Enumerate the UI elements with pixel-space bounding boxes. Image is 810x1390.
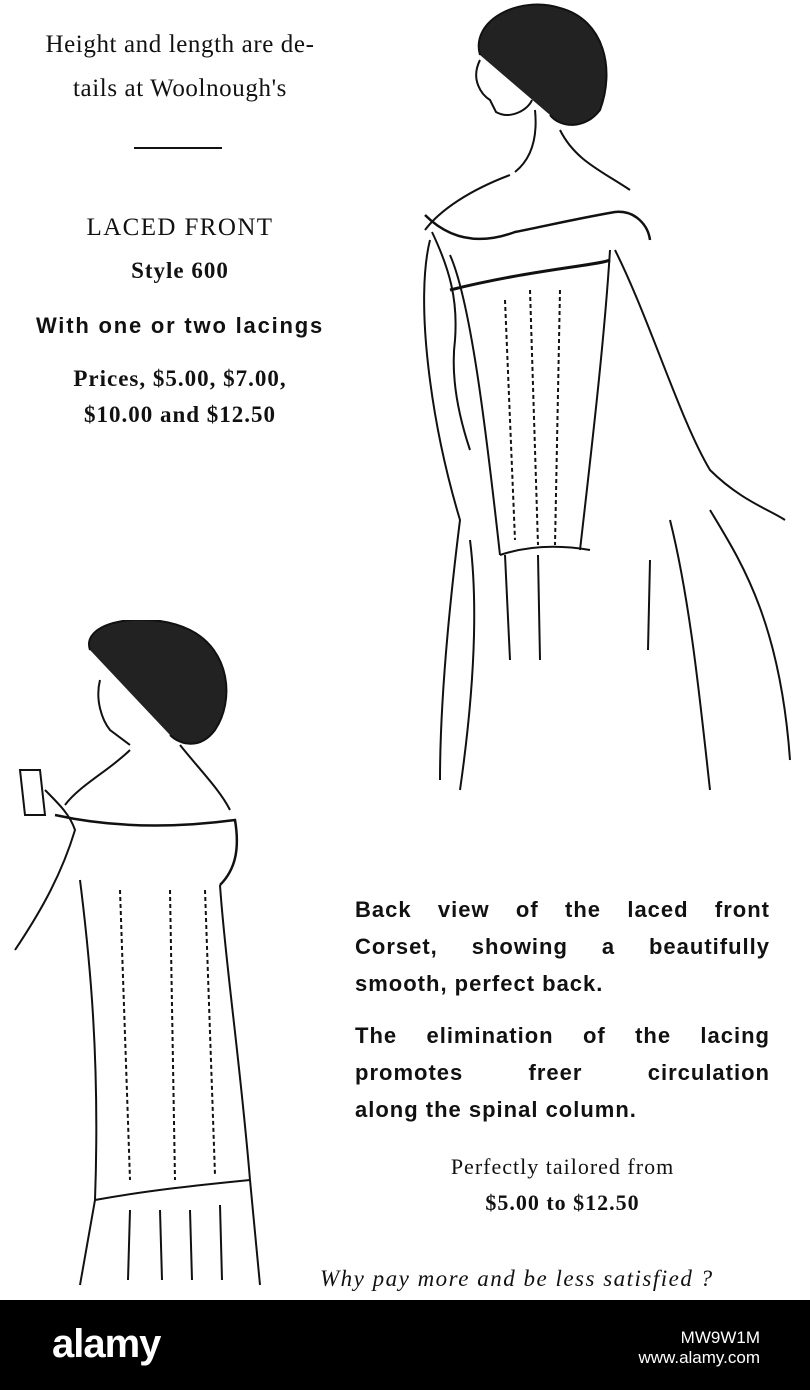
divider-rule — [134, 147, 222, 149]
alamy-logo: alamy — [52, 1322, 161, 1366]
back-view-para2-line2: promotes freer circulation — [355, 1060, 770, 1085]
front-view-figure-illustration — [410, 0, 805, 800]
intro-line-1: Height and length are de- — [45, 31, 315, 58]
watermark-id-block — [638, 1328, 760, 1368]
tagline: Why pay more and be less satisfied ? — [320, 1266, 714, 1291]
product-prices-line-1: Prices, $5.00, $7.00, — [73, 366, 287, 391]
watermark-footer — [0, 1300, 810, 1390]
product-lacings: With one or two lacings — [35, 313, 325, 338]
tailored-price-range: $5.00 to $12.50 — [485, 1190, 640, 1215]
product-name: LACED FRONT — [86, 214, 274, 241]
intro-line-2: tails at Woolnough's — [72, 75, 288, 102]
image-id-text: MW9W1M — [680, 1328, 760, 1347]
product-style: Style 600 — [131, 258, 229, 283]
back-view-para1-line3: smooth, perfect back. — [355, 971, 604, 996]
product-prices-line-2: $10.00 and $12.50 — [83, 402, 277, 427]
back-view-para1-line2: Corset, showing a beautifully — [355, 934, 770, 959]
back-view-para1-line1: Back view of the laced front — [355, 897, 770, 922]
back-view-para2-line1: The elimination of the lacing — [355, 1023, 770, 1048]
site-url-text: www.alamy.com — [638, 1348, 760, 1367]
back-view-figure-illustration — [10, 620, 270, 1290]
tailored-line-1: Perfectly tailored from — [450, 1154, 675, 1179]
back-view-para2-line3: along the spinal column. — [355, 1097, 637, 1122]
